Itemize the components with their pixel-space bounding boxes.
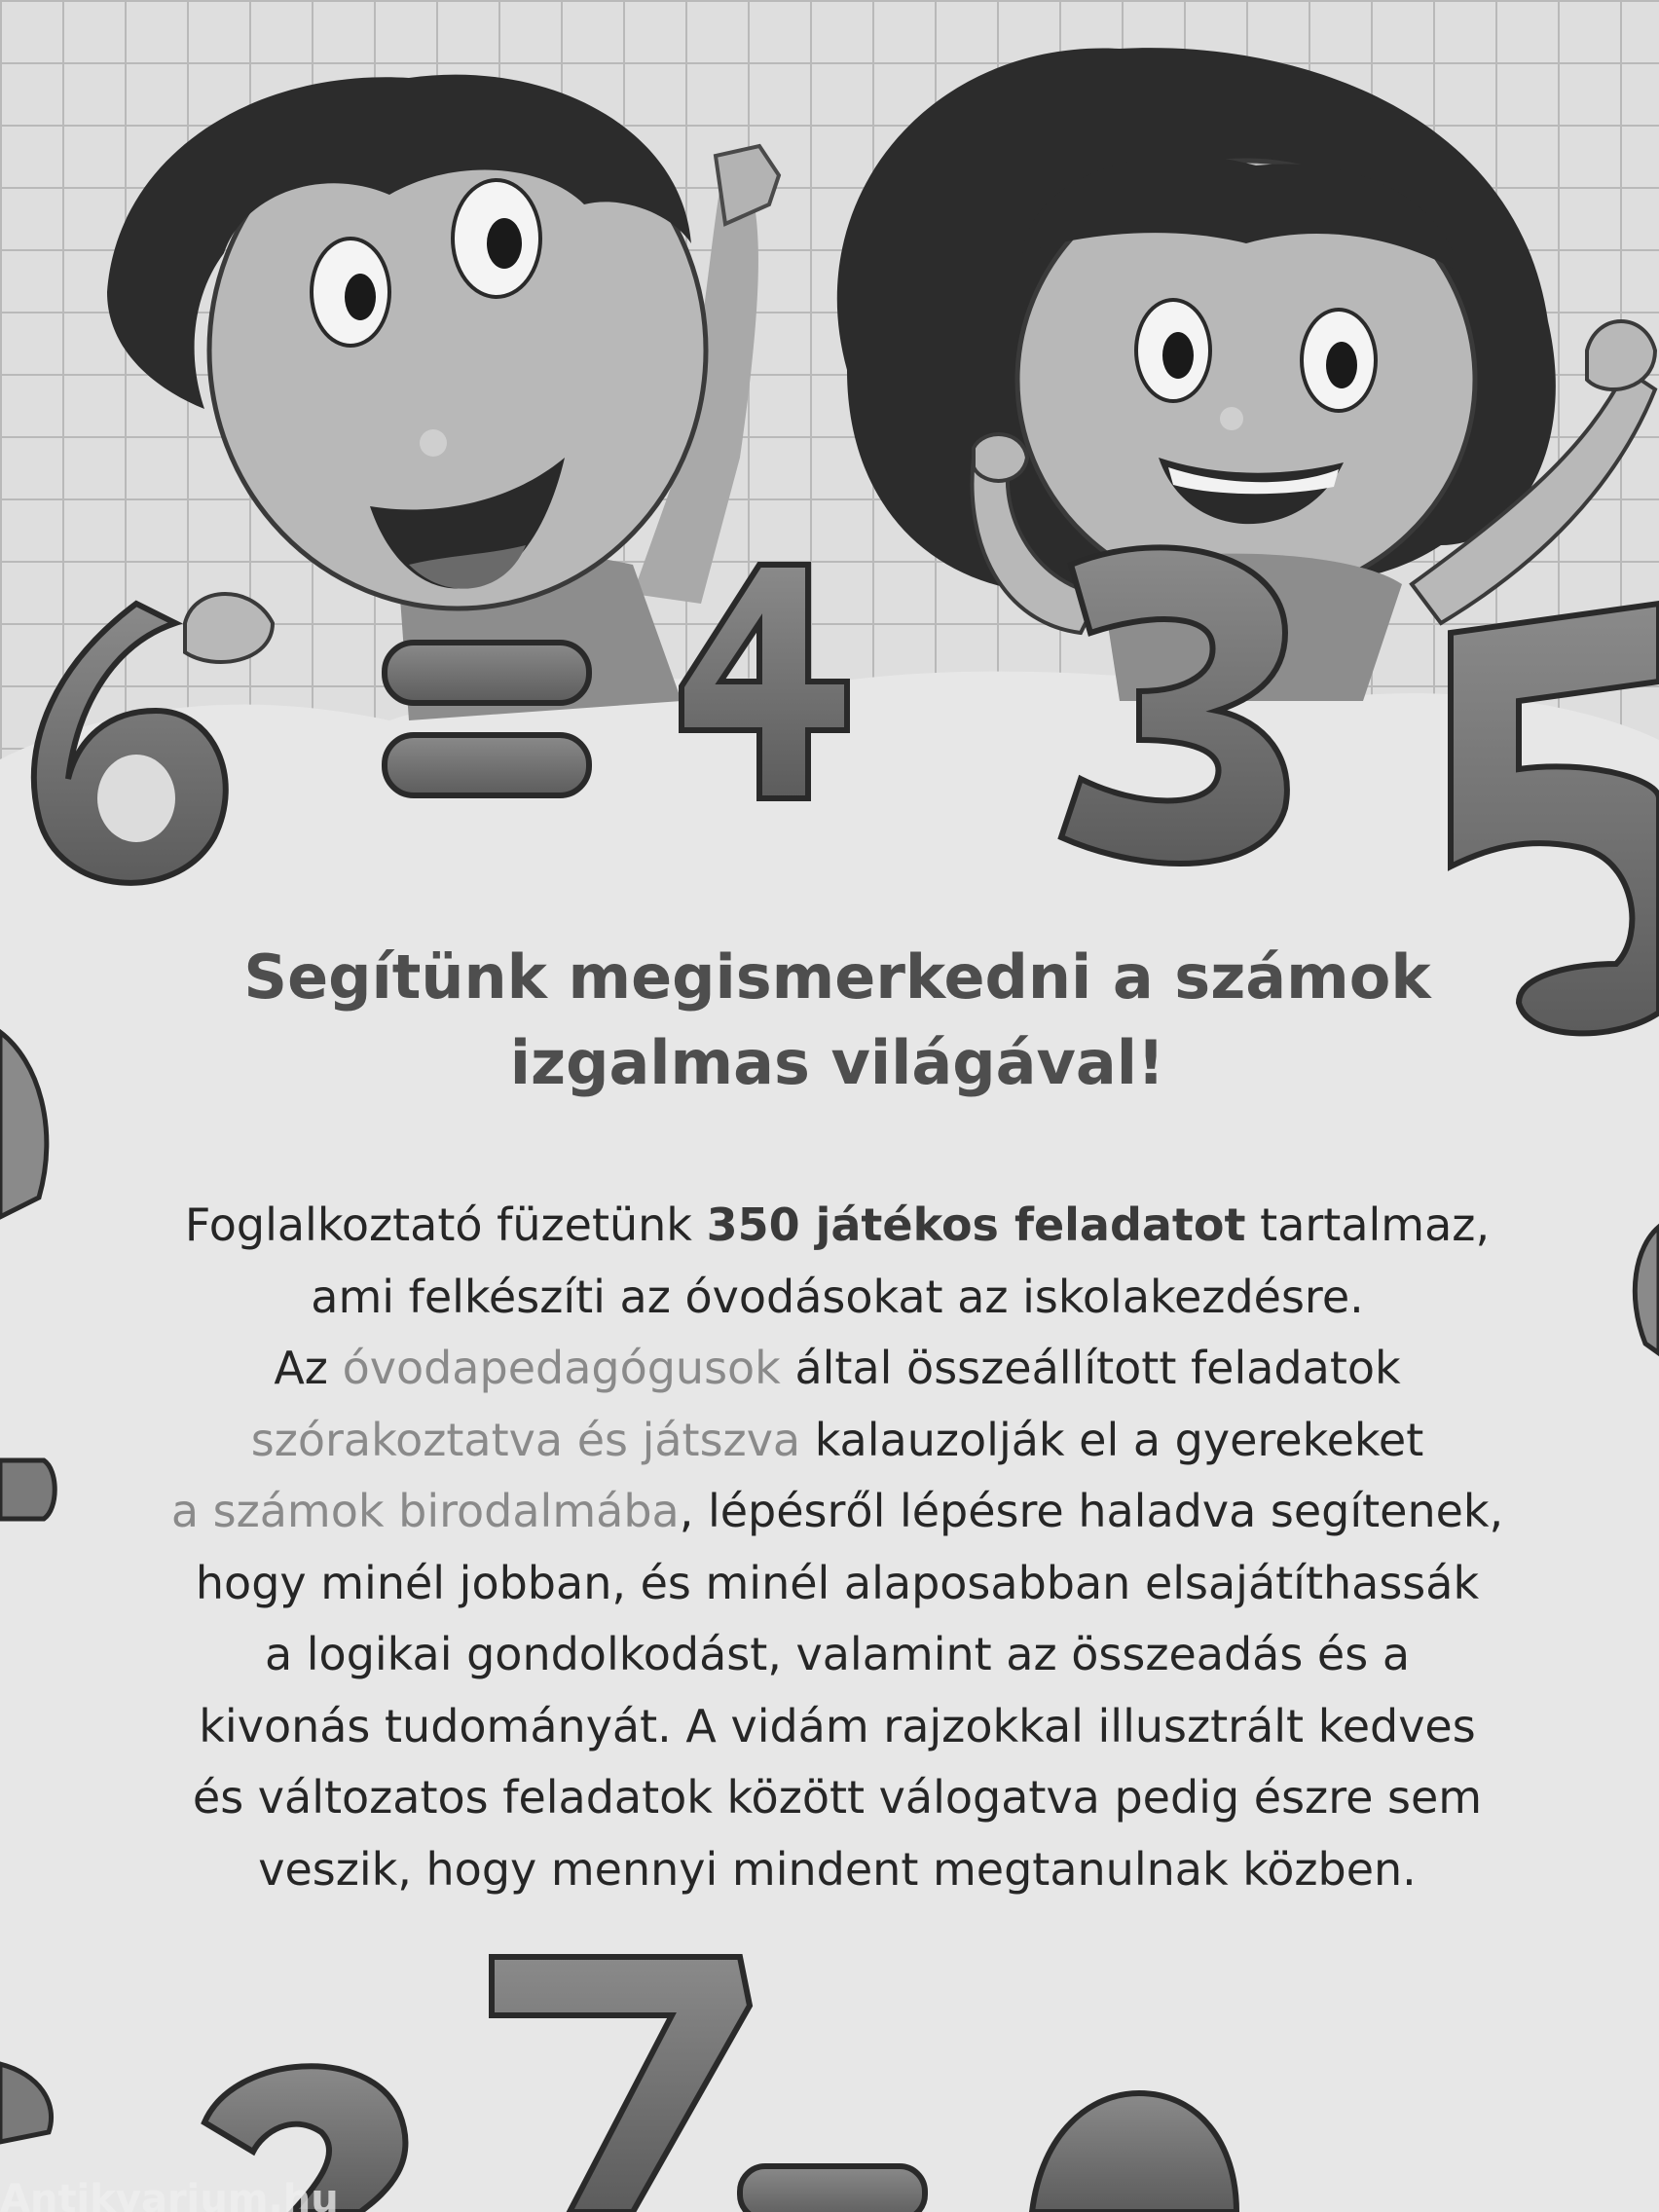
body-text-segment: Az <box>274 1342 343 1394</box>
body-line-10: veszik, hogy mennyi mindent megtanulnak közben. <box>258 1842 1417 1896</box>
body-text-segment: , lépésről lépésre haladva segítenek, <box>679 1485 1504 1537</box>
body-line-5 <box>88 1476 1587 1548</box>
body-line-2: ami felkészíti az óvodásokat az iskolakezdésre. <box>311 1270 1364 1323</box>
highlight-number-realm: a számok birodalmába <box>170 1485 680 1537</box>
body-text-segment: által összeállított feladatok <box>780 1342 1401 1394</box>
boy-cartoon <box>107 75 779 720</box>
body-line-3 <box>88 1333 1587 1405</box>
body-line-9: és változatos feladatok között válogatva pedig észre sem <box>192 1771 1483 1824</box>
heading-line-2: izgalmas világával! <box>509 1027 1165 1098</box>
watermark: Antikvarium.hu <box>0 2177 339 2212</box>
body-line-8: kivonás tudományát. A vidám rajzokkal illusztrált kedves <box>199 1699 1476 1752</box>
body-text-segment: kalauzolják el a gyerekeket <box>800 1413 1424 1466</box>
highlight-task-count: 350 játékos feladatot <box>706 1198 1246 1251</box>
body-text-segment: tartalmaz, <box>1245 1198 1491 1251</box>
body-line-6: hogy minél jobban, és minél alaposabban elsajátíthassák <box>195 1556 1480 1609</box>
partial-dash-left-decoration <box>0 1460 55 1519</box>
description-paragraph <box>88 1190 1587 1905</box>
highlight-teachers: óvodapedagógusok <box>342 1342 781 1394</box>
body-line-4 <box>88 1405 1587 1477</box>
body-text-segment: Foglalkoztató füzetünk <box>184 1198 707 1251</box>
body-line-1 <box>88 1190 1587 1262</box>
page-heading <box>146 935 1529 1106</box>
highlight-playful: szórakoztatva és játszva <box>250 1413 801 1466</box>
minus-sign-decoration <box>740 2166 925 2212</box>
body-line-7: a logikai gondolkodást, valamint az összeadás és a <box>264 1628 1411 1680</box>
heading-line-1: Segítünk megismerkedni a számok <box>243 941 1431 1013</box>
